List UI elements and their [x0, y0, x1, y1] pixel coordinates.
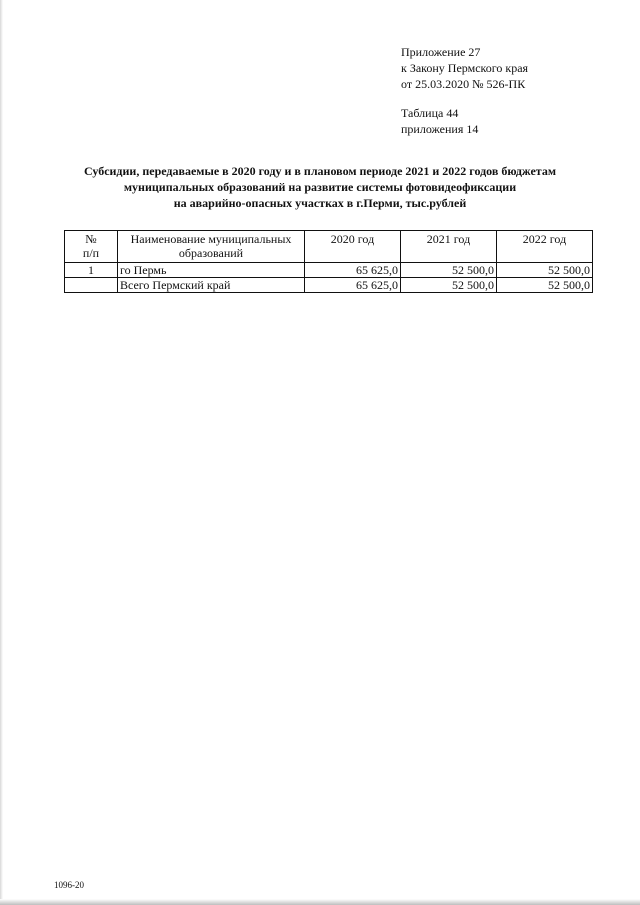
page-left-edge — [0, 0, 3, 905]
appendix-number: Приложение 27 — [401, 45, 481, 59]
title-line-2: муниципальных образований на развитие системы фотовидеофиксации — [123, 180, 517, 194]
appendix-reference: приложения 14 — [401, 122, 479, 136]
row-municipality: го Пермь — [118, 263, 305, 278]
total-label: Всего Пермский край — [118, 278, 305, 293]
row-number: 1 — [65, 263, 118, 278]
header-municipality: Наименование муниципальных образований — [118, 231, 305, 263]
total-2021-value: 52 500,0 — [401, 278, 497, 293]
document-code: 1096-20 — [54, 880, 84, 890]
row-2022-value: 52 500,0 — [497, 263, 593, 278]
table-total-row — [65, 278, 593, 293]
document-title — [60, 163, 580, 211]
total-2020-value: 65 625,0 — [305, 278, 401, 293]
header-2022: 2022 год — [497, 231, 593, 263]
total-2022-value: 52 500,0 — [497, 278, 593, 293]
title-line-1: Субсидии, передаваемые в 2020 году и в плановом периоде 2021 и 2022 годов бюджетам — [83, 164, 557, 178]
appendix-header — [401, 44, 528, 137]
total-number — [65, 278, 118, 293]
table-number: Таблица 44 — [401, 106, 459, 120]
title-line-3: на аварийно-опасных участках в г.Перми, тыс.рублей — [173, 196, 467, 210]
page-bottom-edge — [0, 899, 640, 905]
law-date-number: от 25.03.2020 № 526-ПК — [401, 77, 526, 91]
row-2020-value: 65 625,0 — [305, 263, 401, 278]
table-header-row — [65, 231, 593, 263]
header-2020: 2020 год — [305, 231, 401, 263]
table-row — [65, 263, 593, 278]
header-number: № п/п — [65, 231, 118, 263]
law-reference: к Закону Пермского края — [401, 61, 529, 75]
subsidy-table — [64, 230, 593, 293]
row-2021-value: 52 500,0 — [401, 263, 497, 278]
header-2021: 2021 год — [401, 231, 497, 263]
